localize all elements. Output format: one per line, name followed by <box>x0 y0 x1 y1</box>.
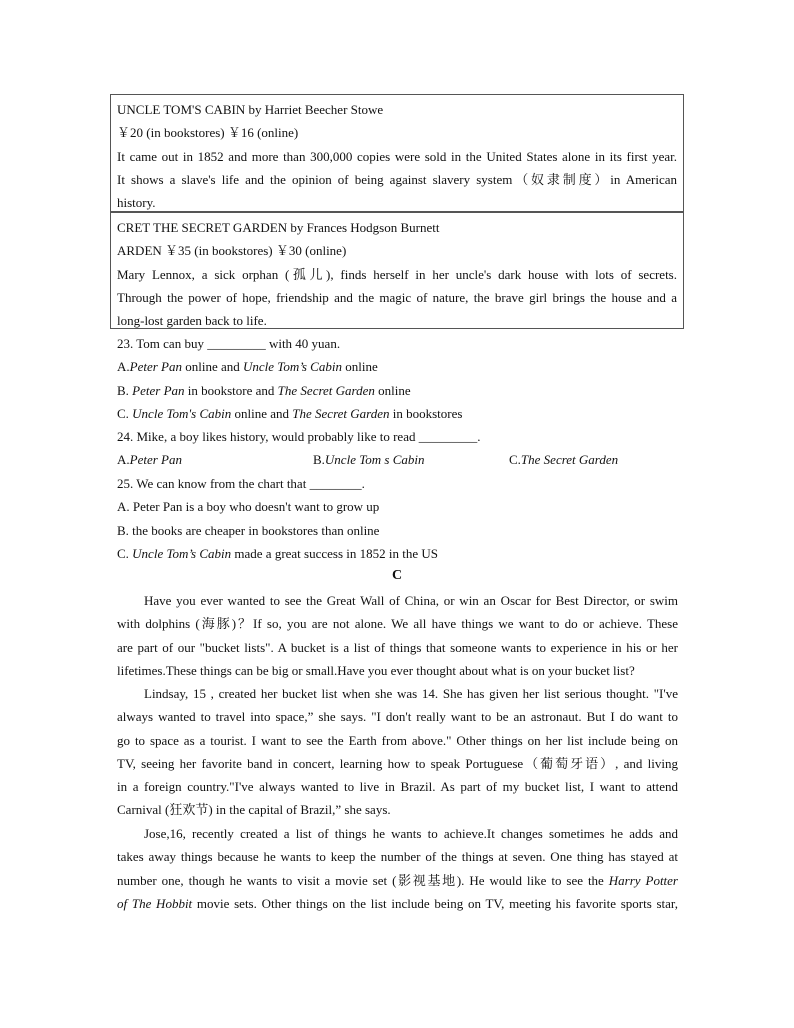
options-row <box>117 448 687 471</box>
passage-paragraph-3: Jose,16, recently created a list of things he wants to achieve.It changes sometimes he adds and takes away things because he wants to keep the number of the things at seven. One thing has stayed at number one, though he wants to visit a movie set (影视基地). He would like to see the Harry Potter of The Hobbit movie sets. Other things on the list include being on TV, meeting his favorite sports star, <box>117 826 678 911</box>
question-24 <box>117 425 687 472</box>
option-b: B.Uncle Tom s Cabin <box>313 452 425 468</box>
book-entry-uncle-toms-cabin <box>110 94 684 212</box>
question-25 <box>117 472 687 565</box>
option-a: A.Peter Pan <box>117 452 182 468</box>
book-title: UNCLE TOM'S CABIN by Harriet Beecher Stowe <box>117 102 384 117</box>
book-description-line: It came out in 1852 and more than 300,000 copies were sold in the United States alone in its first year. <box>117 148 677 164</box>
book-description-line: Through the power of hope, friendship and the magic of nature, the brave girl brings the house and a <box>117 289 677 305</box>
section-heading: C <box>391 568 403 583</box>
passage-paragraph-2: Lindsay, 15 , created her bucket list when she was 14. She has given her list serious thought. "I've always wanted to travel into space,” she says. "I don't really want to be an astronaut. But I do want to go to space as a tourist. I want to see the Earth from above." Other things on her list include being on TV, seeing her favorite band in concert, learning how to speak Portuguese（葡萄牙语）, and living in a foreign country."I've always wanted to live in Brazil. As part of my bucket list, I want to attend Carnival (狂欢节) in the capital of Brazil,” she says. <box>117 686 678 818</box>
passage-paragraph-1: Have you ever wanted to see the Great Wall of China, or win an Oscar for Best Director, or swim with dolphins (海豚)？If so, you are not alone. We all have things we want to do or achieve. These are part of our "bucket lists". A bucket is a list of things that someone wants to experience in his or her lifetimes.These things can be big or small.Have you ever thought about what is on your bucket list? <box>117 593 678 678</box>
option-c: C. Uncle Tom’s Cabin made a great success in 1852 in the US <box>117 545 439 561</box>
book-price: ￥20 (in bookstores) ￥16 (online) <box>117 125 299 141</box>
option-a: A. Peter Pan is a boy who doesn't want to grow up <box>117 499 380 515</box>
option-b: B. Peter Pan in bookstore and The Secret Garden online <box>117 382 411 398</box>
book-description-line: history. <box>117 195 156 211</box>
book-entry-secret-garden <box>110 212 684 329</box>
book-price: ARDEN ￥35 (in bookstores) ￥30 (online) <box>117 243 347 259</box>
question-stem: 24. Mike, a boy likes history, would probably like to read _________. <box>117 429 481 444</box>
book-description-line: long-lost garden back to life. <box>117 313 267 329</box>
question-stem: 25. We can know from the chart that ________. <box>117 476 365 491</box>
option-b: B. the books are cheaper in bookstores than online <box>117 522 380 538</box>
book-description-line: It shows a slave's life and the opinion of being against slavery system（奴隶制度）in American <box>117 171 677 187</box>
option-c: C.The Secret Garden <box>509 452 619 468</box>
question-stem: 23. Tom can buy _________ with 40 yuan. <box>117 336 341 351</box>
question-23 <box>117 332 687 425</box>
book-title: CRET THE SECRET GARDEN by Frances Hodgson Burnett <box>117 220 440 235</box>
book-description-line: Mary Lennox, a sick orphan (孤儿), finds herself in her uncle's dark house with lots of secrets. <box>117 266 677 282</box>
option-c: C. Uncle Tom's Cabin online and The Secret Garden in bookstores <box>117 405 463 421</box>
option-a: A.Peter Pan online and Uncle Tom’s Cabin online <box>117 359 378 375</box>
